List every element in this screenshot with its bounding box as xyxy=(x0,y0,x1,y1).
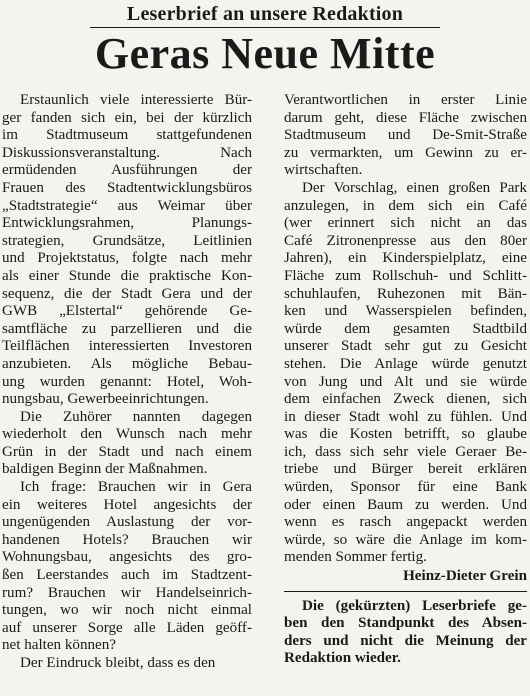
right-column xyxy=(284,92,527,668)
text-line: würde, so wäre die Anlage im kom- xyxy=(284,531,527,548)
text-line: Grün in der Stadt und nach einem xyxy=(2,443,252,460)
text-line: als einer Stunde die praktische Kon- xyxy=(2,267,252,284)
text-line: wirtschaften. xyxy=(284,162,363,179)
text-line: Der Vorschlag, einen großen Park xyxy=(302,179,527,196)
text-line: strategien, Grundsätze, Leitlinien xyxy=(2,232,252,249)
text-line: unserer Stadt sehr gut zu Gesicht xyxy=(284,338,527,355)
text-line: ich, dass sich sehr viele Geraer Be- xyxy=(284,443,527,460)
text-line: ders und nicht die Meinung der xyxy=(284,632,527,649)
text-line: handenen Hotels? Brauchen wir xyxy=(2,531,252,548)
text-line: wiederholt den Wunsch nach mehr xyxy=(2,426,252,443)
text-line: Café Zitronenpresse aus den 80er xyxy=(284,232,527,249)
text-line: Diskussionsveranstaltung. Nach xyxy=(2,144,252,161)
text-line: ken und Wasserspielen befinden, xyxy=(284,303,527,320)
text-line: Redaktion wieder. xyxy=(284,650,401,667)
author-signature: Heinz-Dieter Grein xyxy=(403,568,527,585)
text-line: sequenz, die der Stadt Gera und der xyxy=(2,285,252,302)
text-line: zu vermarkten, um Gewinn zu er- xyxy=(284,144,527,161)
text-line: ger fanden sich ein, bei der kürzlich xyxy=(2,109,252,126)
text-line: nungsbau, Gewerbeeinrichtungen. xyxy=(2,391,209,408)
text-line: stehen. Die Anlage würde genutzt xyxy=(284,355,527,372)
text-line: anzulegen, in dem sich ein Café xyxy=(284,197,527,214)
text-line: rum? Brauchen wir Handelseinrich- xyxy=(2,584,252,601)
text-line: „Stadtstrategie“ aus Weimar über xyxy=(2,197,252,214)
text-line: Der Eindruck bleibt, dass es den xyxy=(20,655,216,671)
text-line: im Stadtmuseum stattgefundenen xyxy=(2,127,252,144)
text-line: und Projektstatus, folgte nach mehr xyxy=(2,250,252,267)
text-line: oder einen Baum zu werden. Und xyxy=(284,496,527,513)
text-line: Teilflächen interessierten Investoren xyxy=(2,338,252,355)
text-line: Frauen des Stadtentwicklungsbüros xyxy=(2,179,252,196)
right-column-body xyxy=(284,92,527,567)
text-line: ermüdenden Ausführungen der xyxy=(2,162,252,179)
article-kicker: Leserbrief an unsere Redaktion xyxy=(126,3,404,25)
text-line: Fläche zum Rollschuh- und Schlitt- xyxy=(284,267,527,284)
text-line: Jahren), ein Kinderspielplatz, eine xyxy=(284,250,527,267)
text-line: Die Zuhörer nannten dagegen xyxy=(20,408,252,425)
text-line: Erstaunlich viele interessierte Bür- xyxy=(20,92,252,108)
text-line: auf unserer Sorge alle Läden geöff- xyxy=(2,619,252,636)
text-line: dem einfachen Zweck dienen, sich xyxy=(284,391,527,408)
text-line: anzubieten. Als mögliche Bebau- xyxy=(2,355,252,372)
text-line: baldigen Beginn der Maßnahmen. xyxy=(2,461,208,478)
text-line: GWB „Elstertal“ gehörende Ge- xyxy=(2,303,252,320)
text-line: ung wurden genannt: Hotel, Woh- xyxy=(2,373,252,390)
text-line: Wohnungsbau, angesichts des gro- xyxy=(2,549,252,566)
text-line: Ich frage: Brauchen wir in Gera xyxy=(20,479,252,496)
text-line: triebe und Bürger bereit erklären xyxy=(284,461,527,478)
text-line: darum geht, diese Fläche zwischen xyxy=(284,109,527,126)
signature-rule xyxy=(284,591,527,592)
text-line: Die (gekürzten) Leserbriefe ge- xyxy=(302,597,527,614)
text-line: tungen, wo wir noch nicht einmal xyxy=(2,602,252,619)
article-headline: Geras Neue Mitte xyxy=(94,29,436,78)
text-line: wenn es rasch angepackt werden xyxy=(284,514,527,531)
text-line: würde dem gesamten Stadtbild xyxy=(284,320,527,337)
text-line: Entwicklungsrahmen, Planungs- xyxy=(2,215,252,232)
text-line: net halten können? xyxy=(2,637,116,654)
text-line: Verantwortlichen in erster Linie xyxy=(284,92,527,108)
text-line: würden, Sponsor für eine Bank xyxy=(284,479,527,496)
text-line: ungenügenden Auslastung der vor- xyxy=(2,514,252,531)
left-column xyxy=(2,92,252,673)
text-line: von Jung und Alt und sie würde xyxy=(284,373,527,390)
text-line: ein weiteres Hotel angesichts der xyxy=(2,496,252,513)
text-line: in dieser Stadt wohl zu fühlen. Und xyxy=(284,408,527,425)
text-line: schuhlaufen, Ruhezonen mit Bän- xyxy=(284,285,527,302)
text-line: ßen Leerstandes auch im Stadtzent- xyxy=(2,567,252,584)
text-line: samtfläche zu parzellieren und die xyxy=(2,320,252,337)
text-line: was die Kosten betrifft, so glaube xyxy=(284,426,527,443)
text-line: ben den Standpunkt des Absen- xyxy=(284,615,527,632)
text-line: (wer erinnert sich nicht an das xyxy=(284,215,527,232)
editorial-disclaimer xyxy=(284,598,527,668)
text-line: Stadtmuseum und De-Smit-Straße xyxy=(284,127,527,144)
text-line: menden Sommer fertig. xyxy=(284,549,427,566)
